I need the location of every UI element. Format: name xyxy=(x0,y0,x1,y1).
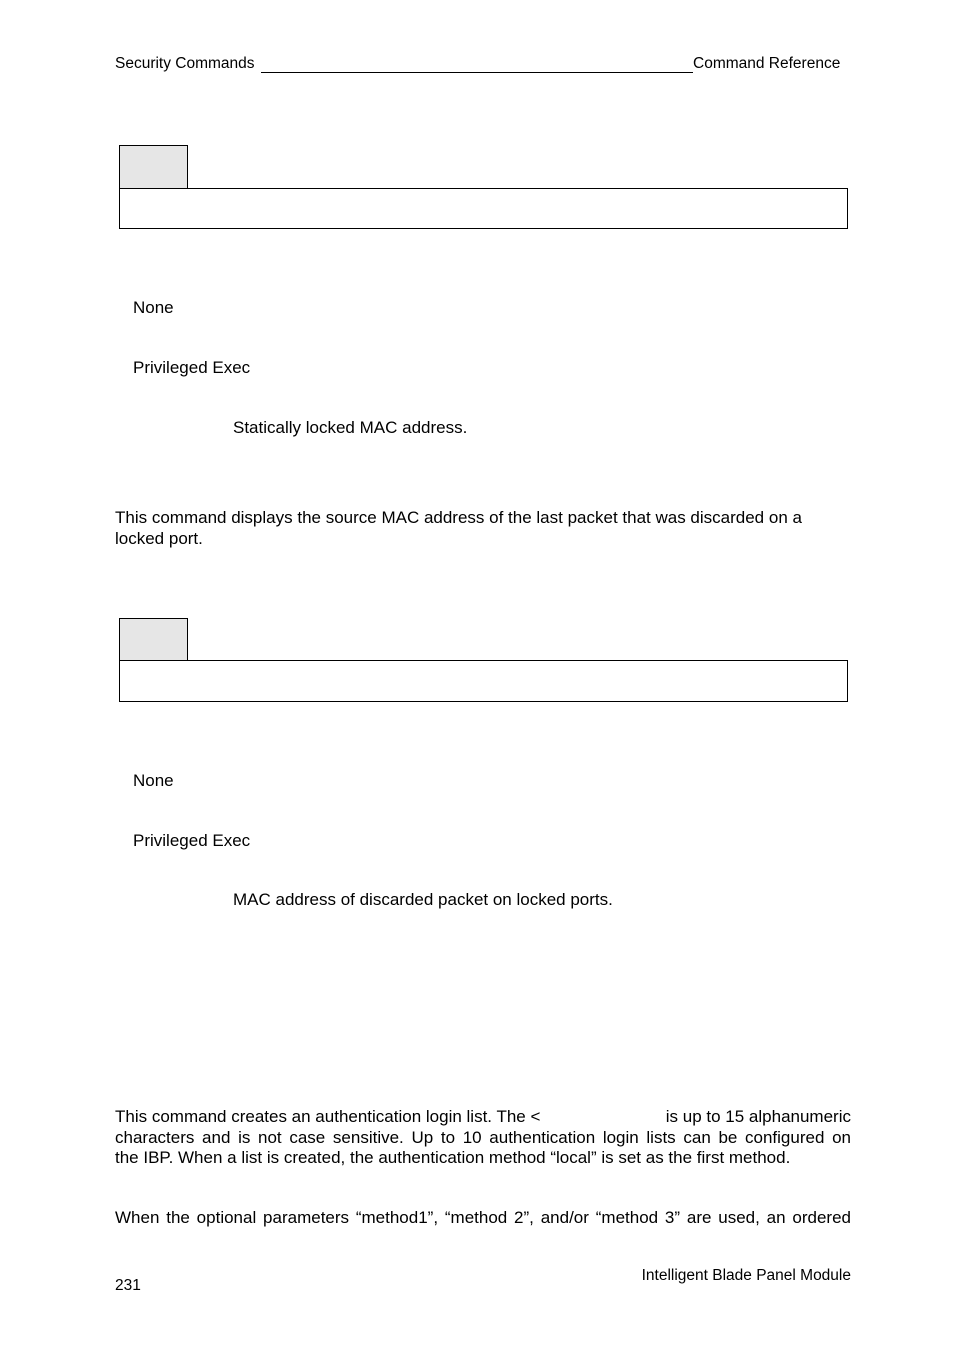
syntax-tab xyxy=(119,618,188,661)
description-line: This command displays the source MAC address of the last packet that was discarded on a xyxy=(115,508,802,527)
command-mode: Privileged Exec xyxy=(133,358,251,377)
syntax-box xyxy=(119,660,848,702)
syntax-tab xyxy=(119,145,188,189)
header-rule xyxy=(261,72,693,73)
display-field: Statically locked MAC address. xyxy=(233,418,468,437)
description-line: locked port. xyxy=(115,528,203,548)
description-text: is up to 15 alphanumeric xyxy=(665,1107,851,1126)
description-line: the IBP. When a list is created, the authentication method “local” is set as the first method. xyxy=(115,1148,791,1167)
syntax-box xyxy=(119,188,848,229)
description-line xyxy=(115,1107,851,1128)
default-value: None xyxy=(133,771,174,790)
display-field: MAC address of discarded packet on locked ports. xyxy=(233,890,613,909)
header-left: Security Commands xyxy=(115,55,255,72)
description-line: characters and is not case sensitive. Up to 10 authentication login lists can be configured on xyxy=(115,1127,851,1147)
header-right: Command Reference xyxy=(693,55,841,72)
default-value: None xyxy=(133,298,174,317)
command-description xyxy=(115,1107,851,1169)
command-mode: Privileged Exec xyxy=(133,831,251,850)
description-paragraph: When the optional parameters “method1”, “method 2”, and/or “method 3” are used, an ordered xyxy=(115,1208,851,1227)
page-number: 231 xyxy=(115,1277,141,1294)
footer-product: Intelligent Blade Panel Module xyxy=(641,1267,851,1284)
description-text: This command creates an authentication login list. The < xyxy=(115,1107,541,1126)
command-description xyxy=(115,508,851,549)
